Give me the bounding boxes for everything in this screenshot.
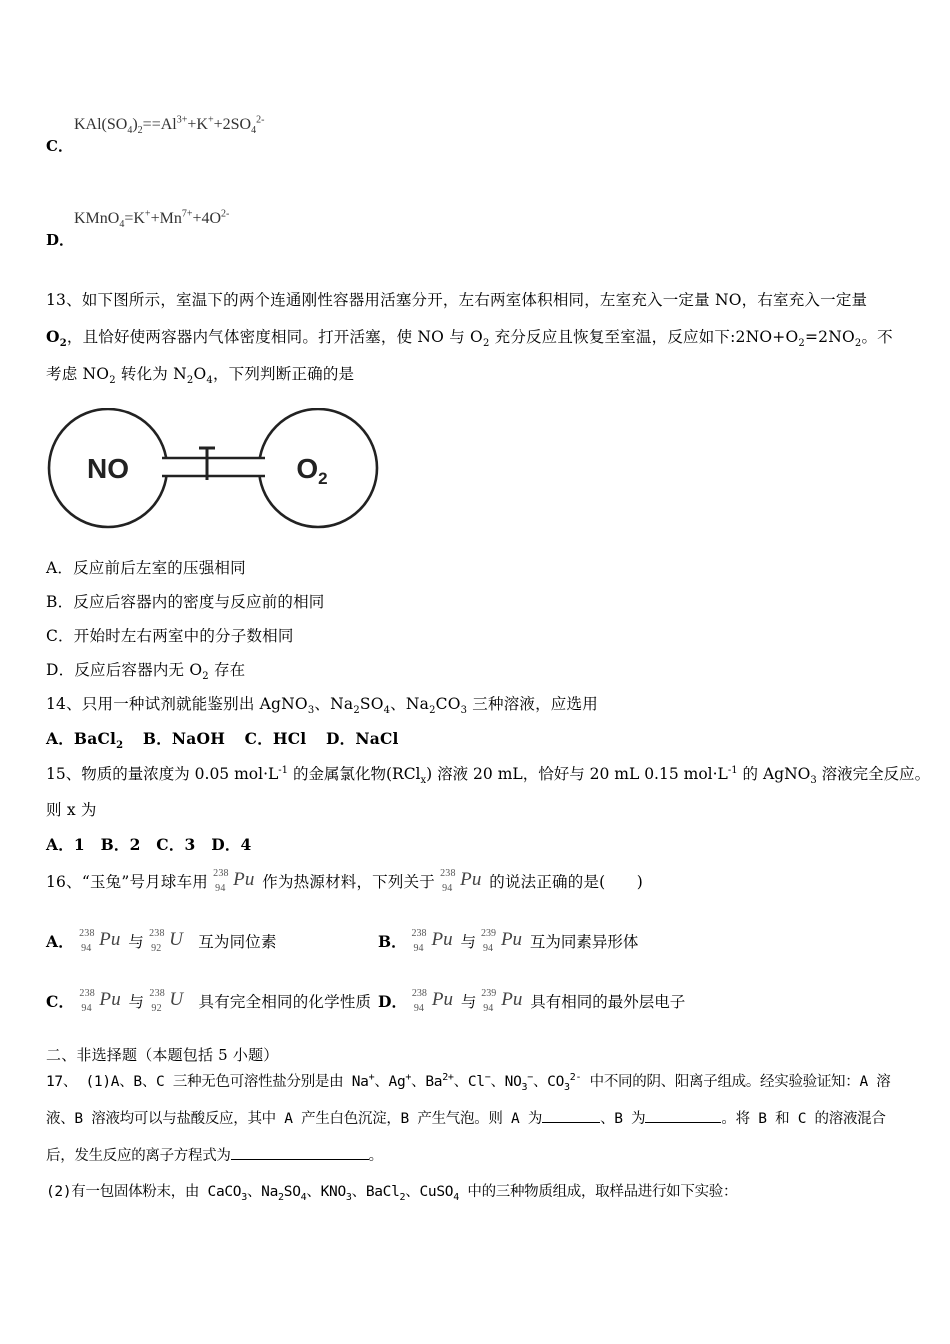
q15-options[interactable]: A．1 B．2 C．3 D．4 bbox=[46, 835, 252, 854]
right-chamber-label: $O_2$ bbox=[296, 453, 328, 488]
q15-stem-line1: 15、物质的量浓度为 0.05 $mol\cdot L^{-1}$ 的金属氯化物(RCl$_x$) 溶液 20 mL，恰好与 20 mL 0.15 $mol\cdot L^{-1}$ 的 AgNO$_3$ 溶液完全反应。 bbox=[46, 764, 931, 787]
q15-stem-line2: 则 x 为 bbox=[46, 801, 97, 819]
q17-line3: 后，发生反应的离子方程式为 。 bbox=[46, 1144, 383, 1165]
q17-line1: 17、 (1)A、B、C 三种无色可溶性盐分别是由 Na+、Ag+、$Ba^{2+}$、Cl−、$NO_3^-$、$CO_3^{2-}$ 中不同的阴、阳离子组成。经实验验证知：A 溶 bbox=[46, 1072, 891, 1093]
q16-option-b[interactable]: B． 238 94 Pu 与 239 94 Pu 互为同素异形体 bbox=[378, 928, 638, 958]
q17-line4: (2)有一包固体粉末，由 CaCO$_3$、$Na_2SO_4$、$KNO_3$、BaCl$_2$、CuSO$_4$ 中的三种物质组成，取样品进行如下实验： bbox=[46, 1184, 738, 1203]
u238-nuclide: 238 92 U bbox=[149, 988, 184, 1014]
left-chamber-label: NO bbox=[87, 453, 129, 484]
pu238-nuclide: 238 94 Pu bbox=[411, 988, 453, 1014]
q14-option-c[interactable]: C．HCl bbox=[244, 729, 307, 748]
pu238-nuclide: 238 94 Pu bbox=[440, 868, 482, 894]
q13-stem-line1: 13、如下图所示，室温下的两个连通刚性容器用活塞分开，左右两室体积相同，左室充入一定量 NO，右室充入一定量 bbox=[46, 291, 868, 309]
q14-option-d[interactable]: D．NaCl bbox=[326, 729, 399, 748]
pu238-nuclide: 238 94 Pu bbox=[411, 928, 453, 954]
pu238-nuclide: 238 94 Pu bbox=[213, 868, 255, 894]
pu239-nuclide: 239 94 Pu bbox=[480, 928, 523, 954]
q16-option-c[interactable]: C． 238 94 Pu 与 238 92 U 具有完全相同的化学性质 bbox=[46, 988, 371, 1018]
answer-blank-a[interactable] bbox=[542, 1108, 600, 1123]
q14-stem: 14、只用一种试剂就能鉴别出 AgNO$_3$、$Na_2SO_4$、$Na_2CO_3$ 三种溶液，应选用 bbox=[46, 695, 598, 717]
u238-nuclide: 238 92 U bbox=[149, 928, 183, 954]
pu239-nuclide: 239 94 Pu bbox=[481, 988, 523, 1014]
q16-option-a[interactable]: A． 238 94 Pu 与 238 92 U 互为同位素 bbox=[46, 928, 277, 958]
q16-option-d[interactable]: D． 238 94 Pu 与 239 94 Pu 具有相同的最外层电子 bbox=[378, 988, 685, 1018]
pu238-nuclide: 238 94 Pu bbox=[79, 988, 121, 1014]
pu238-nuclide: 238 94 Pu bbox=[79, 928, 121, 954]
q13-container-diagram bbox=[44, 408, 380, 530]
q14-option-a[interactable]: A．BaCl$_2$ bbox=[46, 729, 124, 752]
q13-stem-line3: 考虑 $NO_2$ 转化为 $N_2O_4$，下列判断正确的是 bbox=[46, 365, 355, 387]
q13-option-d[interactable]: D．反应后容器内无 $O_2$ 存在 bbox=[46, 661, 246, 683]
q12-option-d-formula: $KMnO_4=K^++Mn^{7+}+4O^{2-}$ bbox=[74, 208, 230, 231]
q13-option-c[interactable]: C．开始时左右两室中的分子数相同 bbox=[46, 627, 294, 645]
q12-option-c-formula: $KAl(SO_4)_2==Al^{3+}+K^++2SO_4^{2-}$ bbox=[74, 114, 265, 137]
section2-heading: 二、非选择题（本题包括 5 小题） bbox=[46, 1046, 279, 1064]
q13-option-a[interactable]: A．反应前后左室的压强相同 bbox=[46, 559, 246, 577]
q13-option-b[interactable]: B．反应后容器内的密度与反应前的相同 bbox=[46, 593, 325, 611]
answer-blank-b[interactable] bbox=[645, 1108, 721, 1123]
q12-option-c-label: C． bbox=[46, 137, 73, 155]
answer-blank-ionic-equation[interactable] bbox=[231, 1145, 369, 1160]
q16-stem: 16、“玉兔”号月球车用 238 94 Pu 作为热源材料，下列关于 238 94 Pu 的说法正确的是( ) bbox=[46, 868, 643, 898]
q14-options bbox=[46, 727, 399, 752]
q14-option-b[interactable]: B．NaOH bbox=[142, 729, 226, 748]
q13-stem-line2: $O_2$，且恰好使两容器内气体密度相同。打开活塞，使 NO 与 $O_2$ 充分反应且恢复至室温，反应如下$:2NO+O_2=2NO_2$。不 bbox=[46, 327, 893, 350]
q12-option-d-label: D． bbox=[46, 231, 75, 249]
q17-line2: 液、B 溶液均可以与盐酸反应，其中 A 产生白色沉淀，B 产生气泡。则 A 为 、B 为 。将 B 和 C 的溶液混合 bbox=[46, 1107, 886, 1128]
